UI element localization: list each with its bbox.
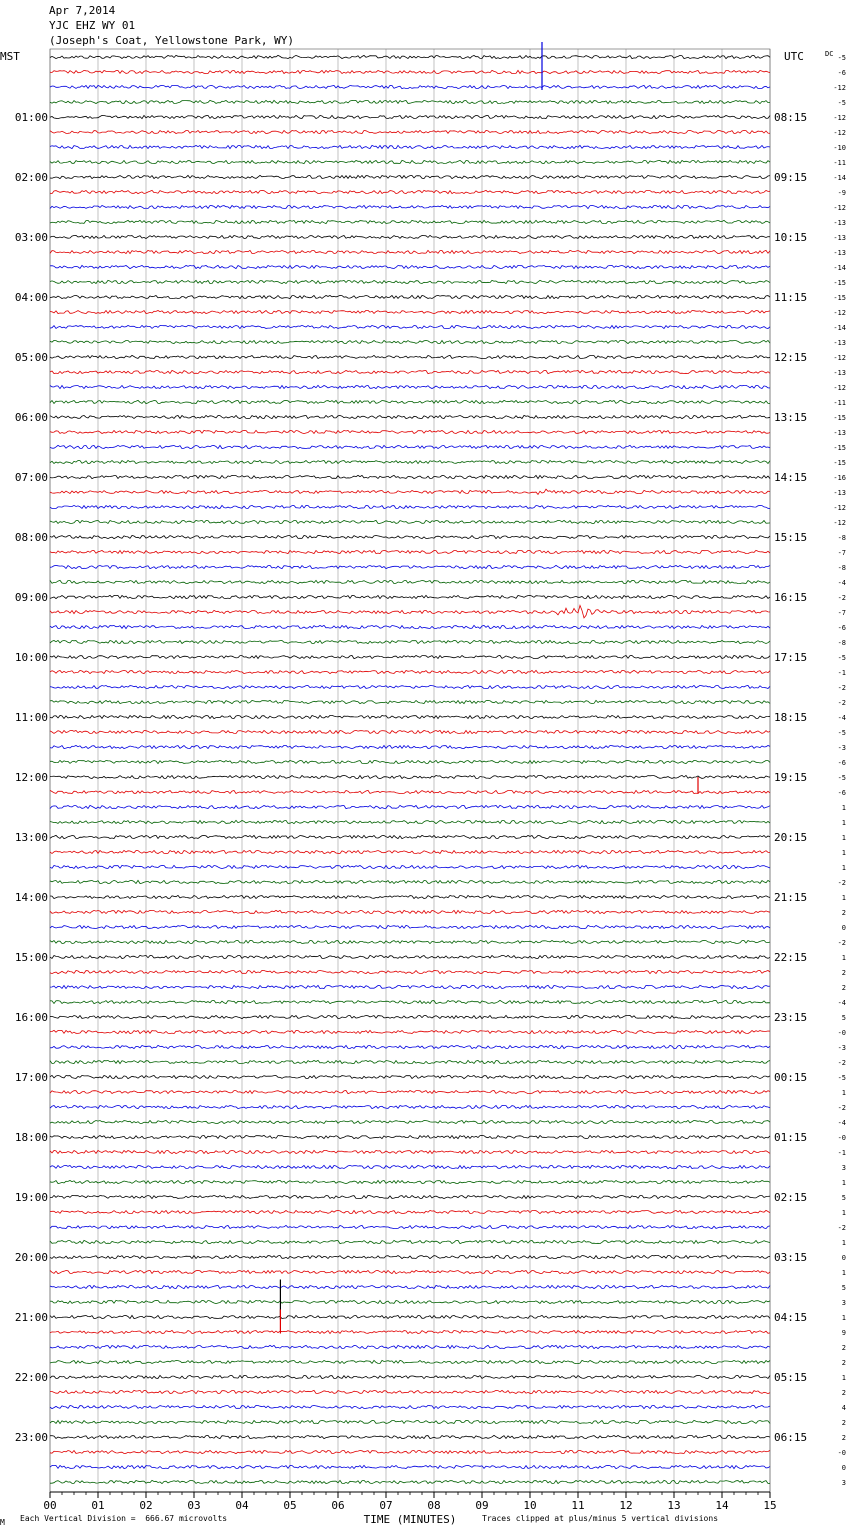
utc-hour-label: 04:15: [774, 1311, 808, 1324]
dc-offset-label: -5: [837, 654, 846, 662]
x-tick-label: 13: [667, 1499, 681, 1512]
seismic-trace: [50, 1195, 770, 1198]
station-title: YJC EHZ WY 01: [49, 19, 136, 32]
utc-hour-label: 17:15: [774, 651, 808, 664]
x-tick-label: 01: [91, 1499, 105, 1512]
dc-offset-label: -12: [833, 129, 846, 137]
seismic-trace: [50, 115, 770, 118]
seismic-trace: [50, 430, 770, 433]
seismic-trace: [50, 605, 770, 618]
seismic-trace: [50, 265, 770, 268]
seismic-trace: [50, 580, 770, 583]
seismic-trace: [50, 1165, 770, 1168]
dc-offset-label: -13: [833, 339, 846, 347]
seismic-trace: [50, 955, 770, 958]
mst-hour-label: 07:00: [14, 471, 48, 484]
mst-hour-label: 14:00: [14, 891, 48, 904]
dc-offset-label: 1: [841, 804, 846, 812]
seismic-trace: [50, 295, 770, 298]
dc-offset-label: 5: [841, 1284, 846, 1292]
dc-offset-label: 1: [841, 954, 846, 962]
mst-hour-label: 11:00: [14, 711, 48, 724]
dc-offset-label: -4: [837, 714, 846, 722]
seismic-trace: [50, 595, 770, 598]
seismic-trace: [50, 1015, 770, 1018]
seismic-trace: [50, 70, 770, 73]
dc-offset-label: -4: [837, 999, 846, 1007]
mst-hour-label: 05:00: [14, 351, 48, 364]
seismic-trace: [50, 1360, 770, 1363]
utc-hour-label: 22:15: [774, 951, 808, 964]
dc-offset-label: -5: [837, 99, 846, 107]
seismic-trace: [50, 100, 770, 103]
utc-hour-label: 01:15: [774, 1131, 808, 1144]
dc-offset-label: -12: [833, 204, 846, 212]
utc-hour-label: 15:15: [774, 531, 808, 544]
dc-offset-label: -9: [837, 189, 846, 197]
seismic-trace: [50, 1330, 770, 1333]
mst-hour-label: 12:00: [14, 771, 48, 784]
x-tick-label: 15: [763, 1499, 777, 1512]
dc-offset-label: 1: [841, 1314, 846, 1322]
dc-offset-label: -7: [837, 549, 846, 557]
mst-hour-label: 15:00: [14, 951, 48, 964]
mst-hour-label: 04:00: [14, 291, 48, 304]
x-tick-label: 11: [571, 1499, 585, 1512]
x-tick-label: 00: [43, 1499, 57, 1512]
seismic-trace: [50, 625, 770, 628]
dc-offset-label: -2: [837, 684, 846, 692]
seismic-trace: [50, 1150, 770, 1153]
dc-offset-label: -12: [833, 519, 846, 527]
utc-hour-label: 12:15: [774, 351, 808, 364]
dc-offset-label: -4: [837, 579, 846, 587]
dc-offset-label: 1: [841, 1209, 846, 1217]
seismic-trace: [50, 550, 770, 553]
mst-hour-label: 23:00: [14, 1431, 48, 1444]
dc-offset-label: 9: [841, 1329, 846, 1337]
location-title: (Joseph's Coat, Yellowstone Park, WY): [49, 34, 295, 47]
dc-offset-label: -2: [837, 879, 846, 887]
seismic-trace: [50, 820, 770, 823]
seismic-trace: [50, 475, 770, 478]
seismic-trace: [50, 1450, 770, 1453]
x-tick-label: 04: [235, 1499, 249, 1512]
seismic-trace: [50, 175, 770, 178]
utc-hour-label: 09:15: [774, 171, 808, 184]
seismic-trace: [50, 310, 770, 313]
dc-offset-label: -6: [837, 69, 846, 77]
dc-offset-label: 3: [841, 1299, 846, 1307]
seismic-trace: [50, 895, 770, 898]
dc-offset-label: 0: [841, 1464, 846, 1472]
mst-hour-label: 20:00: [14, 1251, 48, 1264]
x-tick-label: 09: [475, 1499, 489, 1512]
seismic-trace: [50, 880, 770, 883]
utc-hour-label: 20:15: [774, 831, 808, 844]
dc-offset-label: -12: [833, 114, 846, 122]
dc-offset-label: 5: [841, 1014, 846, 1022]
utc-hour-label: 16:15: [774, 591, 808, 604]
seismic-trace: [50, 730, 770, 733]
seismic-trace: [50, 160, 770, 163]
utc-hour-label: 10:15: [774, 231, 808, 244]
seismic-trace: [50, 1180, 770, 1183]
dc-offset-label: -5: [837, 729, 846, 737]
dc-offset-label: -6: [837, 759, 846, 767]
mst-hour-label: 21:00: [14, 1311, 48, 1324]
x-tick-label: 05: [283, 1499, 297, 1512]
seismic-trace: [50, 640, 770, 643]
seismic-trace: [50, 1135, 770, 1138]
seismic-trace: [50, 460, 770, 463]
dc-offset-label: 2: [841, 1434, 846, 1442]
dc-offset-label: 2: [841, 1389, 846, 1397]
dc-offset-label: -11: [833, 399, 846, 407]
dc-offset-label: 3: [841, 1479, 846, 1487]
dc-offset-label: 1: [841, 1374, 846, 1382]
dc-offset-label: -1: [837, 669, 846, 677]
seismic-trace: [50, 1120, 770, 1123]
corner-mark: M: [0, 1518, 5, 1527]
seismic-trace: [50, 1105, 770, 1108]
mst-hour-label: 09:00: [14, 591, 48, 604]
dc-offset-label: 0: [841, 924, 846, 932]
x-tick-label: 07: [379, 1499, 393, 1512]
dc-offset-label: 5: [841, 1194, 846, 1202]
dc-offset-label: -12: [833, 384, 846, 392]
dc-offset-label: -12: [833, 309, 846, 317]
dc-offset-label: 2: [841, 984, 846, 992]
scale-note: Each Vertical Division = 666.67 microvolts: [20, 1514, 228, 1523]
dc-offset-label: -0: [837, 1134, 846, 1142]
dc-offset-label: -3: [837, 1044, 846, 1052]
mst-hour-label: 01:00: [14, 111, 48, 124]
seismic-trace: [50, 1045, 770, 1048]
seismic-trace: [50, 745, 770, 748]
seismic-trace: [50, 715, 770, 718]
dc-offset-label: -0: [837, 1449, 846, 1457]
dc-offset-label: -5: [837, 774, 846, 782]
dc-offset-label: -15: [833, 279, 846, 287]
dc-offset-label: -15: [833, 444, 846, 452]
seismic-trace: [50, 1405, 770, 1408]
seismic-trace: [50, 445, 770, 448]
utc-hour-label: 23:15: [774, 1011, 808, 1024]
clip-note: Traces clipped at plus/minus 5 vertical divisions: [482, 1514, 719, 1523]
dc-offset-label: -4: [837, 1119, 846, 1127]
seismic-trace: [50, 850, 770, 853]
seismic-trace: [50, 1060, 770, 1063]
dc-offset-label: -14: [833, 174, 846, 182]
seismic-trace: [50, 370, 770, 373]
dc-offset-label: 1: [841, 819, 846, 827]
seismic-trace: [50, 205, 770, 208]
dc-offset-label: -2: [837, 1059, 846, 1067]
seismic-trace: [50, 865, 770, 868]
dc-offset-label: -13: [833, 489, 846, 497]
dc-offset-label: 2: [841, 1359, 846, 1367]
x-tick-label: 10: [523, 1499, 537, 1512]
seismic-trace: [50, 55, 770, 58]
seismic-trace: [50, 1300, 770, 1303]
seismic-trace: [50, 1090, 770, 1093]
utc-hour-label: 00:15: [774, 1071, 808, 1084]
dc-offset-label: -14: [833, 264, 846, 272]
seismic-trace: [50, 1390, 770, 1393]
dc-offset-label: -15: [833, 459, 846, 467]
dc-offset-label: -2: [837, 594, 846, 602]
mst-hour-label: 06:00: [14, 411, 48, 424]
utc-hour-label: 18:15: [774, 711, 808, 724]
dc-offset-label: 2: [841, 969, 846, 977]
dc-offset-label: 2: [841, 1419, 846, 1427]
seismic-trace: [50, 1270, 770, 1273]
seismic-trace: [50, 130, 770, 133]
seismic-trace: [50, 1240, 770, 1243]
seismic-trace: [50, 400, 770, 403]
x-tick-label: 08: [427, 1499, 441, 1512]
dc-offset-label: -12: [833, 354, 846, 362]
utc-axis-label: UTC: [784, 50, 804, 63]
dc-offset-label: -2: [837, 939, 846, 947]
seismic-trace: [50, 385, 770, 388]
seismic-trace: [50, 505, 770, 508]
seismic-trace: [50, 489, 770, 494]
dc-offset-label: -15: [833, 294, 846, 302]
seismic-trace: [50, 565, 770, 568]
utc-hour-label: 21:15: [774, 891, 808, 904]
seismic-trace: [50, 520, 770, 523]
dc-offset-label: 0: [841, 1254, 846, 1262]
seismic-trace: [50, 535, 770, 538]
dc-offset-label: -13: [833, 234, 846, 242]
seismic-trace: [50, 325, 770, 328]
seismic-trace: [50, 145, 770, 148]
dc-offset-label: -14: [833, 324, 846, 332]
utc-hour-label: 19:15: [774, 771, 808, 784]
dc-offset-label: -2: [837, 699, 846, 707]
seismic-trace: [50, 220, 770, 223]
seismic-trace: [50, 700, 770, 703]
mst-hour-label: 03:00: [14, 231, 48, 244]
seismic-trace: [50, 670, 770, 673]
dc-offset-label: -13: [833, 369, 846, 377]
dc-offset-label: 2: [841, 1344, 846, 1352]
utc-hour-label: 03:15: [774, 1251, 808, 1264]
dc-offset-label: -6: [837, 789, 846, 797]
mst-hour-label: 08:00: [14, 531, 48, 544]
x-tick-label: 06: [331, 1499, 345, 1512]
seismic-trace: [50, 1345, 770, 1348]
seismic-trace: [50, 1075, 770, 1078]
dc-offset-label: -13: [833, 249, 846, 257]
dc-offset-label: -11: [833, 159, 846, 167]
dc-offset-label: -10: [833, 144, 846, 152]
mst-hour-label: 13:00: [14, 831, 48, 844]
seismic-trace: [50, 415, 770, 418]
seismic-trace: [50, 790, 770, 793]
utc-hour-label: 06:15: [774, 1431, 808, 1444]
dc-offset-label: 1: [841, 849, 846, 857]
dc-offset-label: -1: [837, 1149, 846, 1157]
utc-hour-label: 13:15: [774, 411, 808, 424]
seismic-trace: [50, 1465, 770, 1468]
dc-offset-label: -12: [833, 84, 846, 92]
seismic-trace: [50, 910, 770, 913]
seismic-trace: [50, 925, 770, 928]
dc-offset-label: 3: [841, 1164, 846, 1172]
seismic-trace: [50, 235, 770, 238]
seismic-trace: [50, 655, 770, 658]
dc-offset-label: -7: [837, 609, 846, 617]
seismic-trace: [50, 280, 770, 283]
seismic-trace: [50, 85, 770, 88]
seismic-trace: [50, 940, 770, 943]
dc-offset-label: -0: [837, 1029, 846, 1037]
seismic-trace: [50, 1210, 770, 1213]
dc-offset-label: -8: [837, 639, 846, 647]
seismic-trace: [50, 190, 770, 193]
dc-offset-label: -2: [837, 1224, 846, 1232]
dc-offset-label: 4: [841, 1404, 846, 1412]
mst-hour-label: 17:00: [14, 1071, 48, 1084]
dc-offset-label: -13: [833, 429, 846, 437]
x-tick-label: 14: [715, 1499, 729, 1512]
seismic-trace: [50, 355, 770, 358]
seismic-trace: [50, 970, 770, 973]
dc-offset-label: 1: [841, 864, 846, 872]
seismic-trace: [50, 1420, 770, 1423]
date-title: Apr 7,2014: [49, 4, 116, 17]
x-tick-label: 12: [619, 1499, 633, 1512]
seismic-trace: [50, 1285, 770, 1288]
mst-hour-label: 10:00: [14, 651, 48, 664]
seismic-trace: [50, 685, 770, 688]
dc-offset-label: -5: [837, 1074, 846, 1082]
dc-offset-label: 1: [841, 834, 846, 842]
seismic-trace: [50, 1435, 770, 1438]
utc-hour-label: 08:15: [774, 111, 808, 124]
seismic-trace: [50, 340, 770, 343]
x-tick-label: 02: [139, 1499, 153, 1512]
dc-offset-label: -13: [833, 219, 846, 227]
seismic-trace: [50, 1030, 770, 1033]
mst-hour-label: 16:00: [14, 1011, 48, 1024]
utc-hour-label: 02:15: [774, 1191, 808, 1204]
dc-offset-label: -12: [833, 504, 846, 512]
mst-hour-label: 02:00: [14, 171, 48, 184]
utc-hour-label: 11:15: [774, 291, 808, 304]
dc-offset-label: 1: [841, 1089, 846, 1097]
seismic-trace: [50, 775, 770, 778]
dc-offset-label: 1: [841, 1269, 846, 1277]
dc-offset-label: -8: [837, 534, 846, 542]
dc-offset-label: -15: [833, 414, 846, 422]
dc-offset-label: -3: [837, 744, 846, 752]
seismic-trace: [50, 1375, 770, 1378]
mst-hour-label: 22:00: [14, 1371, 48, 1384]
seismic-trace: [50, 1000, 770, 1003]
dc-offset-label: 1: [841, 1179, 846, 1187]
utc-hour-label: 14:15: [774, 471, 808, 484]
x-tick-label: 03: [187, 1499, 201, 1512]
seismic-trace: [50, 760, 770, 763]
dc-offset-label: -5: [837, 54, 846, 62]
utc-hour-label: 05:15: [774, 1371, 808, 1384]
plot-frame: [50, 49, 770, 1492]
mst-axis-label: MST: [0, 50, 20, 63]
mst-hour-label: 18:00: [14, 1131, 48, 1144]
seismic-trace: [50, 1315, 770, 1318]
seismic-trace: [50, 1225, 770, 1228]
x-axis-title: TIME (MINUTES): [363, 1513, 457, 1526]
seismic-trace: [50, 1255, 770, 1258]
seismic-trace: [50, 805, 770, 808]
dc-offset-label: -2: [837, 1104, 846, 1112]
mst-hour-label: 19:00: [14, 1191, 48, 1204]
seismic-trace: [50, 985, 770, 988]
seismic-trace: [50, 1480, 770, 1483]
dc-axis-label: DC: [825, 50, 834, 58]
dc-offset-label: 2: [841, 909, 846, 917]
dc-offset-label: -6: [837, 624, 846, 632]
dc-offset-label: -8: [837, 564, 846, 572]
dc-offset-label: -16: [833, 474, 846, 482]
seismic-trace: [50, 835, 770, 838]
seismic-trace: [50, 250, 770, 253]
dc-offset-label: 1: [841, 1239, 846, 1247]
dc-offset-label: 1: [841, 894, 846, 902]
